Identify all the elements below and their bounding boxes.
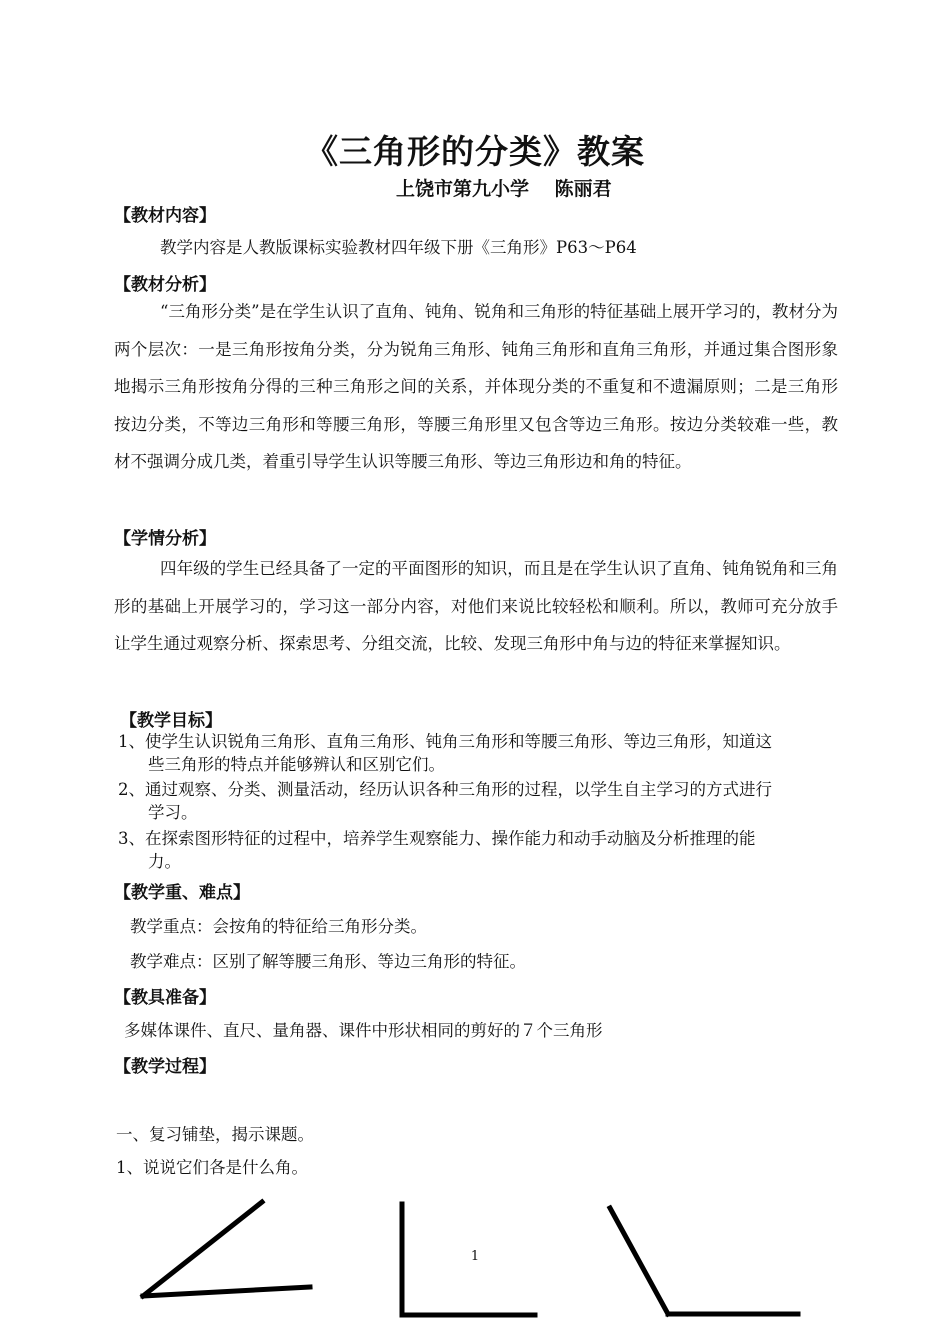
process-step-1: 一、复习铺垫，揭示课题。 bbox=[116, 1125, 314, 1144]
heading-keypoints: 【教学重、难点】 bbox=[114, 883, 250, 903]
difficult-point: 教学难点：区别了解等腰三角形、等边三角形的特征。 bbox=[130, 952, 526, 971]
heading-students: 【学情分析】 bbox=[114, 529, 216, 549]
goal-1-first: 1、使学生认识锐角三角形、直角三角形、钝角三角形和等腰三角形、等边三角形，知道这 bbox=[118, 732, 772, 751]
angle-figures bbox=[0, 1190, 950, 1344]
heading-process: 【教学过程】 bbox=[114, 1057, 216, 1077]
goal-3-rest: 力。 bbox=[148, 852, 181, 871]
tools-text: 多媒体课件、直尺、量角器、课件中形状相同的剪好的７个三角形 bbox=[124, 1021, 603, 1040]
students-text: 四年级的学生已经具备了一定的平面图形的知识，而且是在学生认识了直角、钝角锐角和三角形的基础上开展学习的，学习这一部分内容，对他们来说比较轻松和顺利。所以，教师可充分放手让学生通过观察分析、探索思考、分组交流，比较、发现三角形中角与边的特征来掌握知识。 bbox=[114, 559, 838, 653]
goal-item-2 bbox=[118, 778, 840, 824]
goal-item-3 bbox=[118, 827, 840, 873]
students-paragraph bbox=[114, 550, 838, 663]
process-step-1-1: 1、说说它们各是什么角。 bbox=[116, 1158, 308, 1177]
heading-goals: 【教学目标】 bbox=[120, 711, 222, 731]
heading-analysis: 【教材分析】 bbox=[114, 275, 216, 295]
goal-3-first: 3、在探索图形特征的过程中，培养学生观察能力、操作能力和动手动脑及分析推理的能 bbox=[118, 829, 756, 848]
goal-1-rest: 些三角形的特点并能够辨认和区别它们。 bbox=[148, 755, 445, 774]
document-title: 《三角形的分类》教案 bbox=[305, 132, 645, 171]
goal-item-1 bbox=[118, 730, 840, 776]
page-number: 1 bbox=[470, 1249, 480, 1264]
content-text: 教学内容是人教版课标实验教材四年级下册《三角形》P63～P64 bbox=[160, 238, 637, 257]
analysis-paragraph bbox=[114, 293, 838, 481]
author-line: 上饶市第九小学 陈丽君 bbox=[396, 178, 612, 200]
key-point: 教学重点：会按角的特征给三角形分类。 bbox=[130, 917, 427, 936]
heading-content: 【教材内容】 bbox=[114, 206, 216, 226]
analysis-text: “三角形分类”是在学生认识了直角、钝角、锐角和三角形的特征基础上展开学习的，教材分为两个层次：一是三角形按角分类，分为锐角三角形、钝角三角形和直角三角形，并通过集合图形象地揭示三角形按角分得的三种三角形之间的关系，并体现分类的不重复和不遗漏原则；二是三角形按边分类，不等边三角形和等腰三角形，等腰三角形里又包含等边三角形。按边分类较难一些，教材不强调分成几类，着重引导学生认识等腰三角形、等边三角形边和角的特征。 bbox=[114, 302, 838, 471]
goal-2-first: 2、通过观察、分类、测量活动，经历认识各种三角形的过程，以学生自主学习的方式进行 bbox=[118, 780, 772, 799]
heading-tools: 【教具准备】 bbox=[114, 988, 216, 1008]
goal-2-rest: 学习。 bbox=[148, 803, 198, 822]
